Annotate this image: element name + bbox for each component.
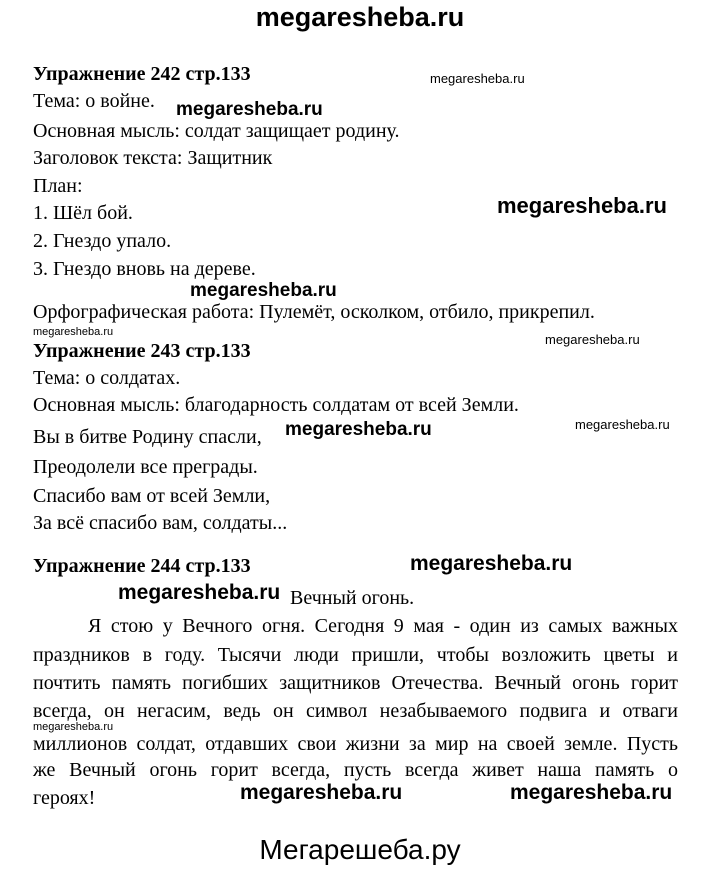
watermark-footer: Мегарешеба.ру	[259, 834, 461, 865]
watermark: megaresheba.ru	[33, 326, 114, 338]
text-line: План:	[33, 175, 83, 197]
text-line: Тема: о войне.	[33, 90, 155, 112]
watermark: megaresheba.ru	[497, 193, 667, 218]
paragraph-line: же Вечный огонь горит всегда, пусть всегда живет наша память о	[33, 759, 678, 781]
watermark: megaresheba.ru	[575, 417, 670, 432]
text-line: 2. Гнездо упало.	[33, 230, 172, 252]
poem-line: Спасибо вам от всей Земли,	[33, 485, 271, 507]
text-line: Основная мысль: солдат защищает родину.	[33, 120, 400, 142]
paragraph-line: почтить память погибших защитников Отечества. Вечный огонь горит	[33, 672, 678, 694]
paragraph-line: праздников в году. Тысячи люди пришли, чтобы возложить цветы и	[33, 644, 678, 666]
watermark: megaresheba.ru	[240, 781, 403, 804]
watermark-header: megaresheba.ru	[255, 2, 465, 32]
text-line: Тема: о солдатах.	[33, 367, 181, 389]
paragraph-line: Я стою у Вечного огня. Сегодня 9 мая - один из самых важных	[88, 615, 678, 637]
poem-line: За всё спасибо вам, солдаты...	[33, 512, 288, 534]
watermark: megaresheba.ru	[285, 419, 432, 440]
text-line: 3. Гнездо вновь на дереве.	[33, 258, 256, 280]
watermark: megaresheba.ru	[33, 721, 114, 733]
watermark: megaresheba.ru	[510, 781, 673, 804]
watermark: megaresheba.ru	[430, 71, 525, 86]
paragraph-line: героях!	[33, 787, 96, 809]
essay-heading: Вечный огонь.	[290, 587, 415, 609]
text-line: Орфографическая работа: Пулемёт, осколком, отбило, прикрепил.	[33, 301, 595, 323]
poem-line: Преодолели все преграды.	[33, 456, 258, 478]
poem-line: Вы в битве Родину спасли,	[33, 426, 262, 448]
paragraph-line: миллионов солдат, отдавших свои жизни за мир на своей земле. Пусть	[33, 733, 678, 755]
exercise-244-title: Упражнение 244 стр.133	[33, 555, 251, 577]
exercise-243-title: Упражнение 243 стр.133	[33, 340, 251, 362]
watermark: megaresheba.ru	[410, 552, 573, 575]
text-line: Заголовок текста: Защитник	[33, 147, 273, 169]
exercise-242-title: Упражнение 242 стр.133	[33, 63, 251, 85]
watermark: megaresheba.ru	[176, 99, 323, 120]
text-line: Основная мысль: благодарность солдатам от всей Земли.	[33, 394, 519, 416]
watermark: megaresheba.ru	[545, 332, 640, 347]
watermark: megaresheba.ru	[118, 581, 281, 604]
text-line: 1. Шёл бой.	[33, 202, 133, 224]
paragraph-line: всегда, он негасим, ведь он символ незабываемого подвига и отваги	[33, 700, 678, 722]
watermark: megaresheba.ru	[190, 280, 337, 301]
